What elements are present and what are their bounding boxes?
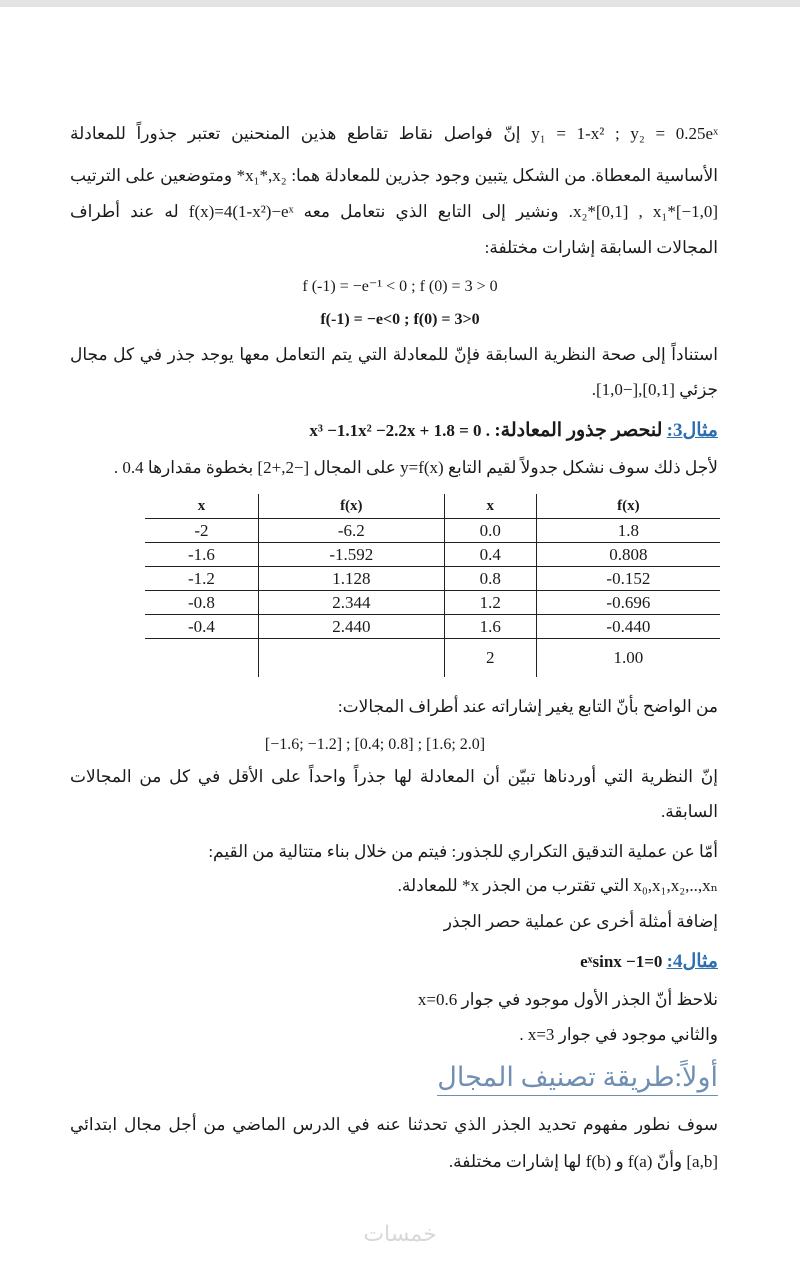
paragraph-line: أمّا عن عملية التدقيق التكراري للجذور: فيتم من خلال بناء متتالية من القيم: (208, 842, 718, 861)
cell: 2.344 (258, 591, 444, 615)
table-row (145, 639, 720, 678)
cell: -1.6 (145, 543, 258, 567)
paragraph-line: سوف نطور مفهوم تحديد الجذر الذي تحدثنا عنه في الدرس الماضي من أجل مجال ابتدائي (70, 1115, 718, 1134)
cell: -6.2 (258, 519, 444, 543)
table-row (145, 519, 720, 543)
cell: -0.8 (145, 591, 258, 615)
header-x: x (145, 494, 258, 519)
paragraph-line: المجالات السابقة إشارات مختلفة: (484, 238, 718, 257)
paragraph-line: نلاحظ أنّ الجذر الأول موجود في جوار x=0.6 (417, 990, 718, 1009)
cell: -0.4 (145, 615, 258, 639)
example-3-equation: x³ −1.1x² −2.2x + 1.8 = 0 . (309, 421, 491, 440)
table-row (145, 591, 720, 615)
example-4-label: مثال4: (666, 951, 718, 972)
paragraph-line: السابقة. (661, 802, 718, 821)
header-x: x (444, 494, 536, 519)
example-4 (580, 950, 718, 973)
cell: 1.00 (536, 639, 720, 678)
paragraph-line: إنّ النظرية التي أوردناها تبيّن أن المعادلة لها جذراً واحداً على الأقل في كل من المجالات (70, 767, 718, 786)
example-4-equation: eˣsinx −1=0 (580, 952, 663, 971)
cell: 1.2 (444, 591, 536, 615)
cell: 0.4 (444, 543, 536, 567)
cell: 2.440 (258, 615, 444, 639)
cell: 0.808 (536, 543, 720, 567)
top-bar (0, 0, 800, 7)
paragraph-line: y₁ = 1-x² ; y₂ = 0.25eˣ إنّ فواصل نقاط تقاطع هذين المنحنين تعتبر جذوراً للمعادلة (70, 124, 719, 143)
cell (258, 639, 444, 678)
example-3-text: لنحصر جذور المعادلة: (494, 420, 663, 441)
cell: -0.440 (536, 615, 720, 639)
cell: -1.2 (145, 567, 258, 591)
header-fx: f(x) (617, 497, 640, 514)
table-row (145, 567, 720, 591)
header-fx: f(x) (258, 494, 444, 519)
paragraph-line: الأساسية المعطاة. من الشكل يتبين وجود جذرين للمعادلة هما: x₁*,x₂* ومتوضعين على الترتيب (70, 166, 719, 185)
paragraph-line: x₀,x₁,x₂,..,xₙ التي تقترب من الجذر x* للمعادلة. (397, 876, 718, 895)
cell: -0.696 (536, 591, 720, 615)
paragraph-line: لأجل ذلك سوف نشكل جدولاً لقيم التابع y=f(x) على المجال [−2,+2] بخطوة مقدارها 0.4 . (113, 458, 718, 477)
paragraph-line: جزئي [0,1],[−1,0]. (591, 380, 718, 399)
paragraph-line: x₂*[0,1] , x₁*[−1,0]. ونشير إلى التابع الذي نتعامل معه f(x)=4(1-x²)−eˣ له عند أطراف (70, 202, 718, 221)
cell: 1.8 (536, 519, 720, 543)
cell: 0.8 (444, 567, 536, 591)
cell: 1.128 (258, 567, 444, 591)
watermark: خمسات (363, 1222, 437, 1247)
table-row (145, 543, 720, 567)
cell: -2 (145, 519, 258, 543)
paragraph-line: من الواضح بأنّ التابع يغير إشاراته عند أطراف المجالات: (337, 697, 718, 716)
cell: 2 (444, 639, 536, 678)
paragraph-line: [a,b] وأنّ f(a) و f(b) لها إشارات مختلفة. (448, 1152, 718, 1171)
paragraph-line: والثاني موجود في جوار x=3 . (519, 1025, 718, 1044)
paragraph-line: استناداً إلى صحة النظرية السابقة فإنّ للمعادلة التي يتم التعامل معها يوجد جذر في كل مجال (70, 345, 718, 364)
cell: 1.6 (444, 615, 536, 639)
table-row (145, 615, 720, 639)
equation: f(-1) = −e<0 ; f(0) = 3>0 (320, 311, 480, 328)
intervals: [−1.6; −1.2] ; [0.4; 0.8] ; [1.6; 2.0] (264, 736, 486, 753)
values-table (145, 494, 720, 677)
cell (145, 639, 258, 678)
cell: -1.592 (258, 543, 444, 567)
cell: -0.152 (536, 567, 720, 591)
equation: f (-1) = −e⁻¹ < 0 ; f (0) = 3 > 0 (302, 278, 498, 295)
table-header-row (145, 494, 720, 519)
example-3 (309, 419, 718, 442)
paragraph-line: إضافة أمثلة أخرى عن عملية حصر الجذر (443, 912, 718, 931)
cell: 0.0 (444, 519, 536, 543)
section-heading: أولاً:طريقة تصنيف المجال (437, 1062, 718, 1096)
example-3-label: مثال3: (666, 420, 718, 441)
